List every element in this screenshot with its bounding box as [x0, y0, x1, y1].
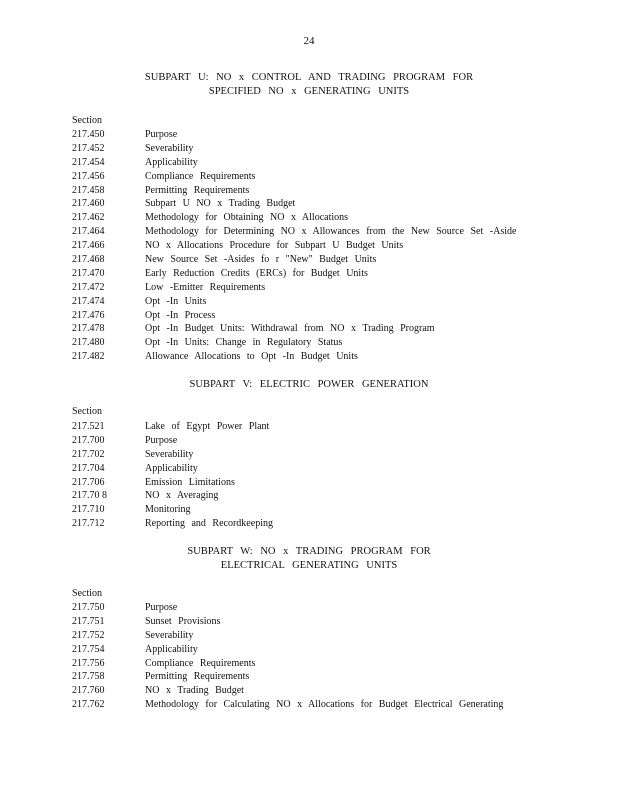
section-title: NO x Trading Budget — [145, 685, 244, 697]
section-number: 217.450 — [72, 129, 105, 140]
section-title: Lake of Egypt Power Plant — [145, 421, 270, 432]
toc-entry — [72, 434, 572, 448]
section-number: 217.454 — [72, 156, 105, 168]
toc-entry — [72, 267, 572, 281]
section-number: 217.702 — [72, 448, 105, 460]
section-number: 217.710 — [72, 504, 105, 516]
toc-entry — [72, 281, 572, 295]
section-number: 217.700 — [72, 434, 105, 446]
toc-entry — [72, 211, 572, 225]
toc-entry — [72, 476, 572, 490]
section-title: Applicability — [145, 462, 198, 474]
section-number: 217.756 — [72, 657, 105, 669]
heading-line: SUBPART W: NO x TRADING PROGRAM FOR — [187, 546, 431, 557]
toc-entry — [72, 184, 572, 198]
section-number: 217.464 — [72, 226, 105, 238]
toc-entry — [72, 336, 572, 350]
section-label: Section — [72, 115, 102, 126]
section-title: NO x Averaging — [145, 490, 219, 502]
toc-entry — [72, 643, 572, 657]
toc-entry — [72, 156, 572, 170]
section-title: Methodology for Determining NO x Allowances from the New Source Set -Aside — [145, 226, 517, 238]
subpart-v-heading — [0, 378, 618, 392]
section-number: 217.480 — [72, 337, 105, 349]
section-title: Emission Limitations — [145, 476, 235, 488]
section-title: Subpart U NO x Trading Budget — [145, 198, 296, 210]
toc-entry — [72, 684, 572, 698]
subpart-u-entries — [72, 128, 572, 364]
section-number: 217.452 — [72, 142, 105, 154]
section-title: Opt -In Units: Change in Regulatory Status — [145, 337, 343, 349]
section-title: Opt -In Process — [145, 309, 216, 321]
section-number: 217.70 8 — [72, 490, 107, 502]
section-number: 217.754 — [72, 643, 105, 655]
section-number: 217.470 — [72, 267, 105, 279]
section-title: Sunset Provisions — [145, 615, 221, 627]
section-number: 217.760 — [72, 685, 105, 697]
section-number: 217.521 — [72, 421, 105, 432]
toc-entry — [72, 670, 572, 684]
section-title: Permitting Requirements — [145, 671, 250, 683]
section-title: Low -Emitter Requirements — [145, 281, 266, 293]
section-number: 217.758 — [72, 671, 105, 683]
section-title: NO x Allocations Procedure for Subpart U Budget Units — [145, 240, 404, 252]
toc-entry — [72, 601, 572, 615]
section-number: 217.712 — [72, 518, 105, 530]
toc-entry — [72, 350, 572, 364]
section-title: Applicability — [145, 643, 198, 655]
heading-line: SUBPART V: ELECTRIC POWER GENERATION — [189, 379, 429, 390]
section-number: 217.456 — [72, 170, 105, 182]
toc-entry — [72, 225, 572, 239]
section-number: 217.476 — [72, 309, 105, 321]
section-number: 217.482 — [72, 351, 105, 363]
toc-entry — [72, 295, 572, 309]
toc-entry — [72, 489, 572, 503]
section-title: Compliance Requirements — [145, 657, 256, 669]
section-number: 217.468 — [72, 254, 105, 266]
toc-entry — [72, 142, 572, 156]
heading-line: SUBPART U: NO x CONTROL AND TRADING PROGRAM FOR — [144, 72, 474, 83]
section-title: Severability — [145, 142, 194, 154]
toc-entry — [72, 448, 572, 462]
section-title: Opt -In Budget Units: Withdrawal from NO x Trading Program — [145, 323, 435, 335]
section-title: Permitting Requirements — [145, 184, 250, 196]
toc-entry — [72, 462, 572, 476]
toc-entry — [72, 128, 572, 142]
section-number: 217.462 — [72, 212, 105, 224]
toc-entry — [72, 253, 572, 267]
section-title: Purpose — [145, 129, 178, 140]
toc-entry — [72, 615, 572, 629]
heading-line: SPECIFIED NO x GENERATING UNITS — [208, 86, 410, 97]
section-number: 217.474 — [72, 295, 105, 307]
section-number: 217.460 — [72, 198, 105, 210]
section-title: Severability — [145, 629, 194, 641]
section-number: 217.458 — [72, 184, 105, 196]
toc-entry — [72, 170, 572, 184]
subpart-w-heading — [0, 545, 618, 573]
section-title: Applicability — [145, 156, 198, 168]
toc-entry — [72, 239, 572, 253]
toc-entry — [72, 322, 572, 336]
heading-line: ELECTRICAL GENERATING UNITS — [220, 560, 398, 571]
section-number: 217.762 — [72, 699, 105, 711]
section-title: Purpose — [145, 602, 178, 613]
section-title: Purpose — [145, 434, 178, 446]
subpart-v-entries — [72, 420, 572, 531]
section-title: Compliance Requirements — [145, 170, 256, 182]
toc-entry — [72, 420, 572, 434]
section-number: 217.478 — [72, 323, 105, 335]
section-label: Section — [72, 588, 102, 599]
section-title: Early Reduction Credits (ERCs) for Budget Units — [145, 267, 368, 279]
section-title: Methodology for Calculating NO x Allocations for Budget Electrical Generating — [145, 699, 504, 711]
section-title: Opt -In Units — [145, 295, 207, 307]
subpart-u-heading — [0, 71, 618, 99]
section-title: Severability — [145, 448, 194, 460]
section-title: Methodology for Obtaining NO x Allocations — [145, 212, 349, 224]
toc-entry — [72, 503, 572, 517]
section-number: 217.751 — [72, 615, 105, 627]
section-number: 217.750 — [72, 602, 105, 613]
toc-entry — [72, 698, 572, 712]
subpart-w-entries — [72, 601, 572, 712]
toc-entry — [72, 197, 572, 211]
section-number: 217.466 — [72, 240, 105, 252]
section-number: 217.472 — [72, 281, 105, 293]
section-number: 217.704 — [72, 462, 105, 474]
section-title: New Source Set -Asides fo r "New" Budget Units — [145, 254, 377, 266]
section-title: Allowance Allocations to Opt -In Budget Units — [145, 351, 358, 363]
toc-entry — [72, 657, 572, 671]
section-label: Section — [72, 406, 102, 417]
toc-entry — [72, 517, 572, 531]
toc-entry — [72, 629, 572, 643]
section-number: 217.706 — [72, 476, 105, 488]
section-number: 217.752 — [72, 629, 105, 641]
page-number: 24 — [303, 35, 315, 47]
section-title: Monitoring — [145, 504, 191, 516]
toc-entry — [72, 309, 572, 323]
section-title: Reporting and Recordkeeping — [145, 518, 273, 530]
